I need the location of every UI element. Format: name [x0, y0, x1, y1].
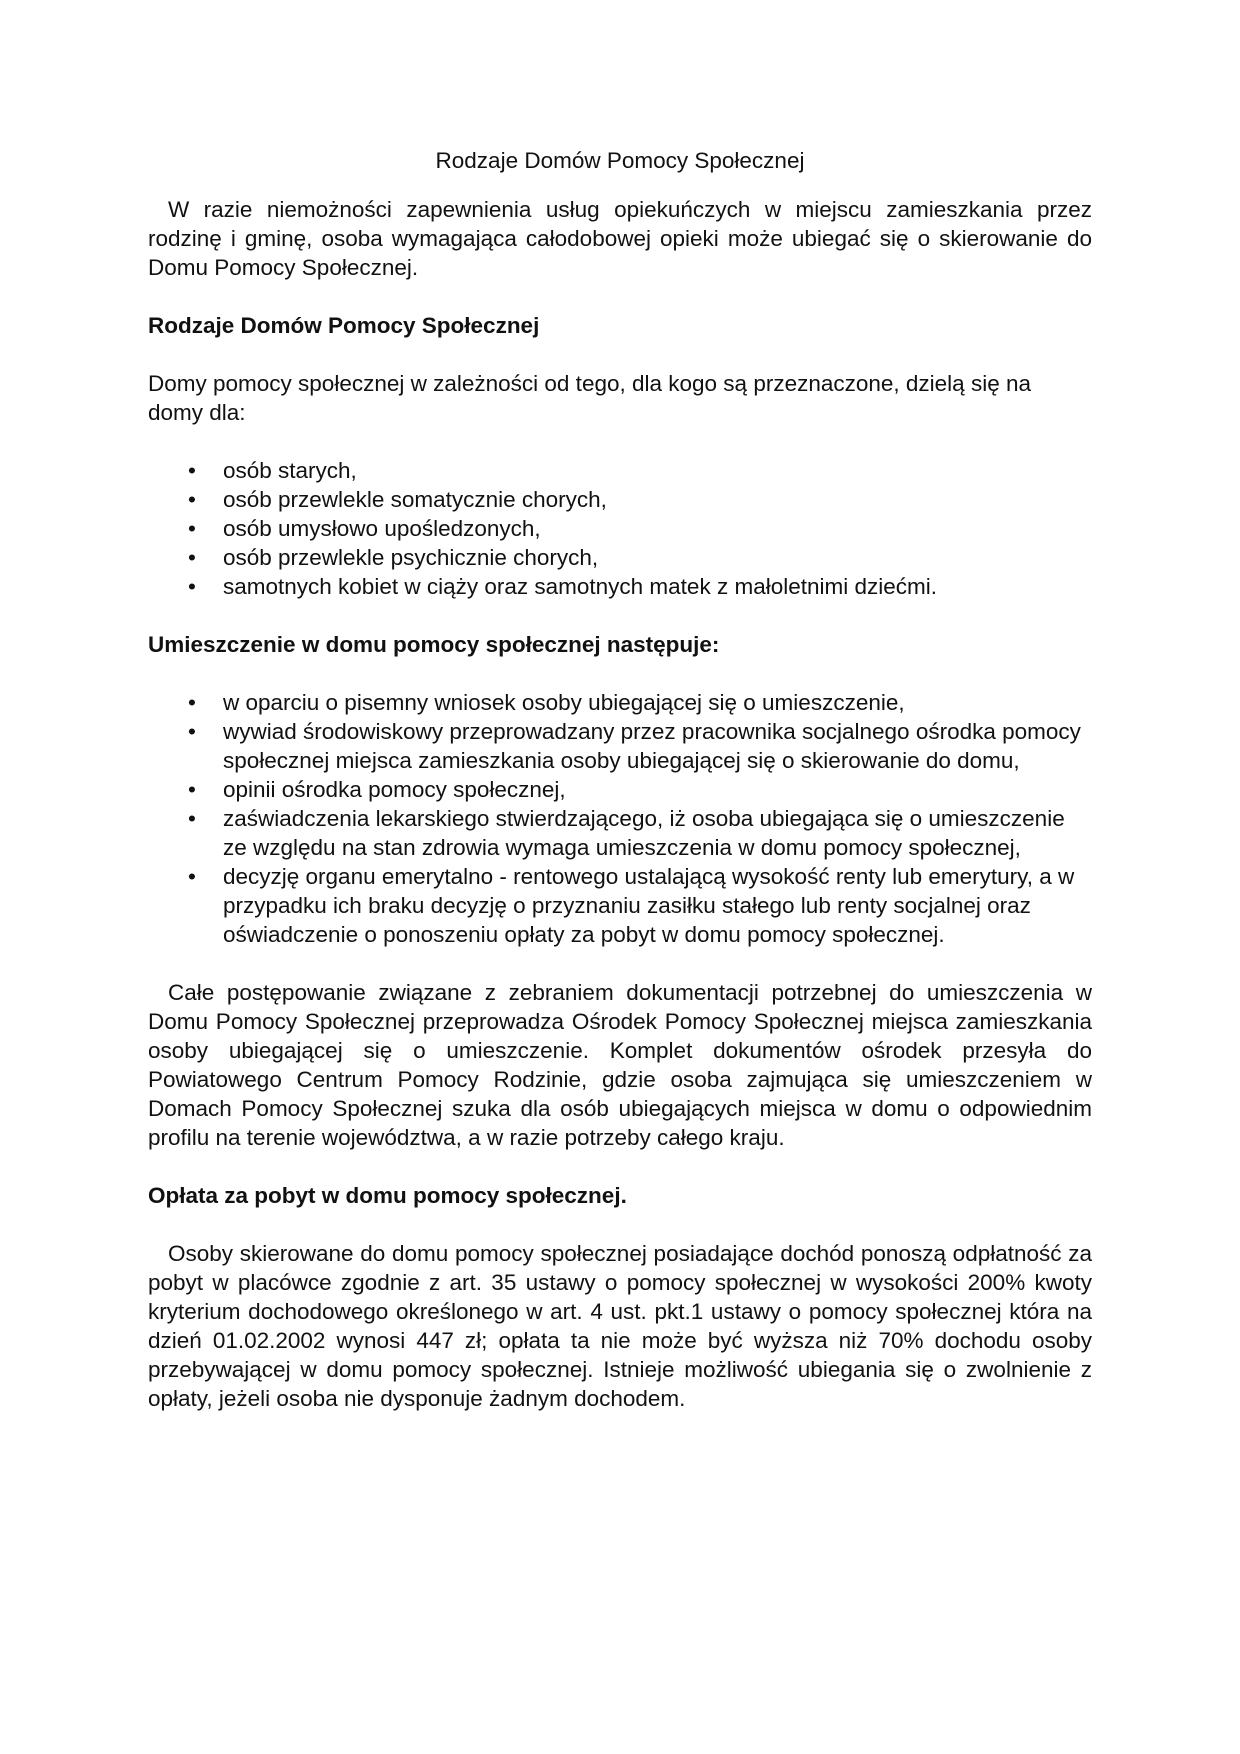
- procedure-paragraph: Całe postępowanie związane z zebraniem dokumentacji potrzebnej do umieszczenia w Domu Pomocy Społecznej przeprowadza Ośrodek Pomocy Społecznej miejsca zamieszkania osoby ubiegającej się o umieszczenie. Komplet dokumentów ośrodek przesyła do Powiatowego Centrum Pomocy Rodzinie, gdzie osoba zajmująca się umieszczeniem w Domach Pomocy Społecznej szuka dla osób ubiegających miejsca w domu o odpowiednim profilu na terenie województwa, a w razie potrzeby całego kraju.: [148, 980, 1092, 1150]
- document-page: [148, 146, 1092, 1413]
- bullet-icon: •: [188, 777, 196, 802]
- bullet-icon: •: [188, 487, 196, 512]
- spacer: [148, 949, 1092, 978]
- list-item: • zaświadczenia lekarskiego stwierdzającego, iż osoba ubiegająca się o umieszczenie ze względu na stan zdrowia wymaga umieszczenia w domu pomocy społecznej,: [188, 806, 1065, 860]
- list-item: • osób umysłowo upośledzonych,: [188, 516, 541, 541]
- list-item: • wywiad środowiskowy przeprowadzany przez pracownika socjalnego ośrodka pomocy społecznej miejsca zamieszkania osoby ubiegającej się o skierowanie do domu,: [188, 719, 1081, 773]
- list-item: • osób przewlekle psychicznie chorych,: [188, 545, 599, 570]
- spacer: [148, 659, 1092, 688]
- section-heading-types: Rodzaje Domów Pomocy Społecznej: [148, 313, 540, 338]
- types-paragraph: Domy pomocy społecznej w zależności od tego, dla kogo są przeznaczone, dzielą się na domy dla:: [148, 371, 1031, 425]
- list-item: • w oparciu o pisemny wniosek osoby ubiegającej się o umieszczenie,: [188, 690, 905, 715]
- spacer: [148, 427, 1092, 456]
- bullet-icon: •: [188, 516, 196, 541]
- bullet-icon: •: [188, 806, 196, 831]
- section-heading-fee: Opłata za pobyt w domu pomocy społecznej.: [148, 1183, 627, 1208]
- list-item: • samotnych kobiet w ciąży oraz samotnych matek z małoletnimi dziećmi.: [188, 574, 938, 599]
- bullet-icon: •: [188, 719, 196, 744]
- spacer: [148, 601, 1092, 630]
- placement-list: [148, 688, 1092, 949]
- spacer: [148, 340, 1092, 369]
- list-item: • decyzję organu emerytalno - rentowego ustalającą wysokość renty lub emerytury, a w przypadku ich braku decyzję o przyznaniu zasiłku stałego lub renty socjalnej oraz oświadczenie o ponoszeniu opłaty za pobyt w domu pomocy społecznej.: [188, 864, 1075, 947]
- list-item: • opinii ośrodka pomocy społecznej,: [188, 777, 566, 802]
- spacer: [148, 1210, 1092, 1239]
- bullet-icon: •: [188, 458, 196, 483]
- intro-paragraph: W razie niemożności zapewnienia usług opiekuńczych w miejscu zamieszkania przez rodzinę i gminę, osoba wymagająca całodobowej opieki może ubiegać się o skierowanie do Domu Pomocy Społecznej.: [148, 197, 1092, 280]
- section-heading-placement: Umieszczenie w domu pomocy społecznej następuje:: [148, 632, 720, 657]
- spacer: [148, 282, 1092, 311]
- bullet-icon: •: [188, 864, 196, 889]
- spacer: [148, 1152, 1092, 1181]
- bullet-icon: •: [188, 690, 196, 715]
- list-item: • osób przewlekle somatycznie chorych,: [188, 487, 607, 512]
- document-title: Rodzaje Domów Pomocy Społecznej: [435, 148, 805, 173]
- bullet-icon: •: [188, 574, 196, 599]
- fee-paragraph: Osoby skierowane do domu pomocy społecznej posiadające dochód ponoszą odpłatność za pobyt w placówce zgodnie z art. 35 ustawy o pomocy społecznej w wysokości 200% kwoty kryterium dochodowego określonego w art. 4 ust. pkt.1 ustawy o pomocy społecznej która na dzień 01.02.2002 wynosi 447 zł; opłata ta nie może być wyższa niż 70% dochodu osoby przebywającej w domu pomocy społecznej. Istnieje możliwość ubiegania się o zwolnienie z opłaty, jeżeli osoba nie dysponuje żadnym dochodem.: [148, 1241, 1092, 1411]
- types-list: [148, 456, 1092, 601]
- list-item: • osób starych,: [188, 458, 357, 483]
- bullet-icon: •: [188, 545, 196, 570]
